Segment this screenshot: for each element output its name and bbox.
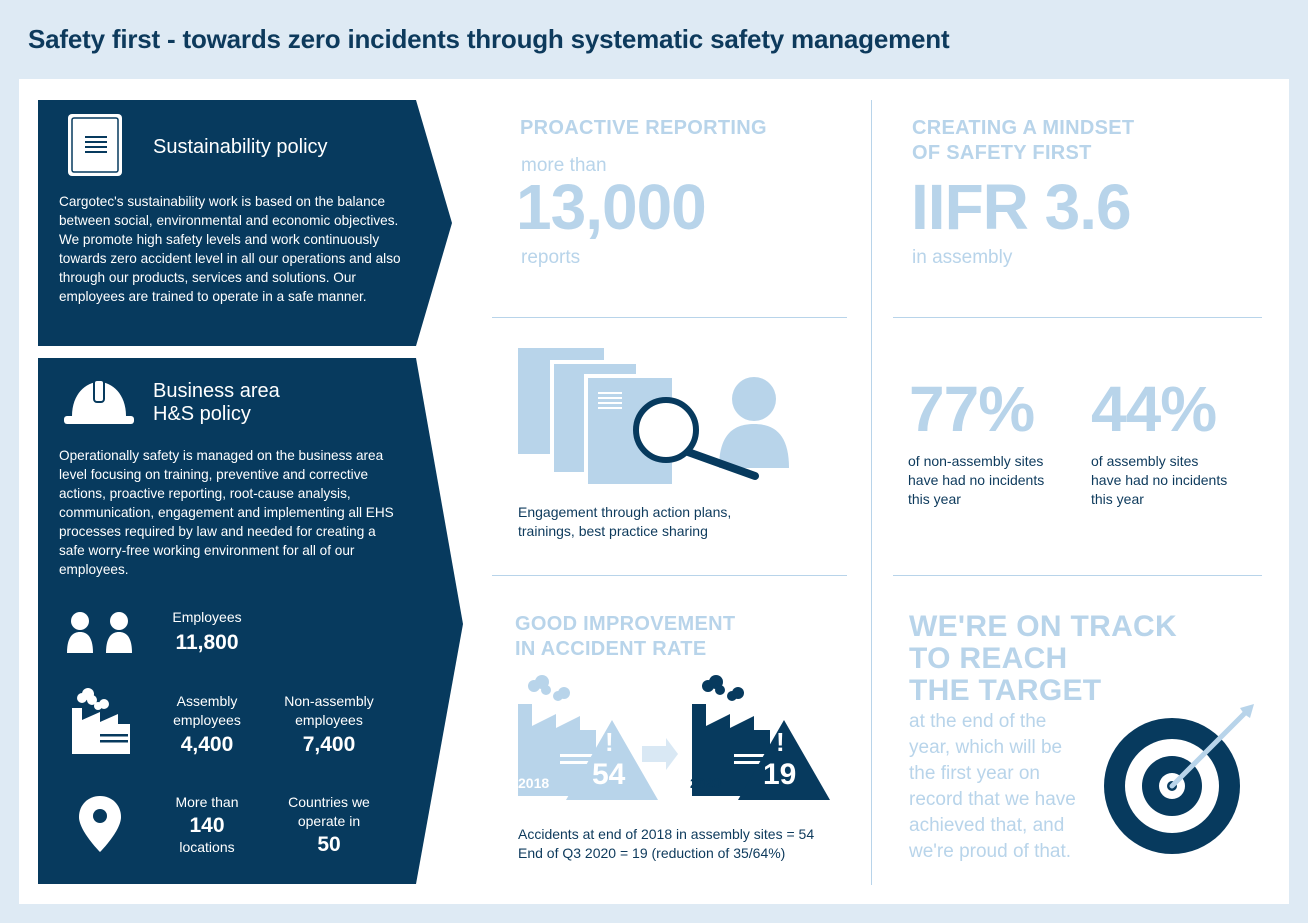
year-2018-label: 2018: [518, 775, 550, 791]
target-text-line3: the first year on: [909, 763, 1040, 784]
policy-text: Cargotec's sustainability work is based on the balance between social, environmental and economic objectives. We promote high safety levels and work continuously towards zero accident level in all our operations and also through our products, services and solutions. Our employees are trained to operate in a safe manner.: [59, 194, 401, 304]
target-heading-line1: WE'RE ON TRACK: [909, 610, 1177, 643]
non-assembly-value: 7,400: [302, 733, 356, 756]
reporting-value: 13,000: [516, 171, 706, 243]
target-heading-line3: THE TARGET: [909, 674, 1102, 707]
year-2020-label: 2020: [690, 775, 722, 791]
engagement-text: [518, 503, 731, 541]
assembly-pct: 44%: [1091, 373, 1217, 445]
non-assembly-incidents-text: [908, 452, 1044, 509]
locations-suffix: locations: [179, 839, 235, 855]
hs-policy-title-line2: H&S policy: [153, 403, 251, 425]
accident-text-line2: End of Q3 2020 = 19 (reduction of 35/64%): [518, 845, 786, 861]
factory-icon: [70, 688, 132, 754]
employees-label: Employees: [172, 609, 242, 625]
mindset-value: IIFR 3.6: [911, 171, 1131, 243]
value-2020: 19: [763, 758, 797, 791]
non-assembly-label: Non-assembly employees: [284, 693, 374, 728]
assembly-label: Assembly employees: [173, 693, 241, 728]
countries-label: Countries we operate in: [288, 794, 370, 829]
accident-text-line1: Accidents at end of 2018 in assembly sites = 54: [518, 826, 815, 842]
accident-heading: [515, 612, 735, 662]
non-assembly-text-line1: of non-assembly sites: [908, 453, 1044, 469]
target-text-line4: record that we have: [909, 789, 1076, 810]
mindset-heading: [912, 116, 1134, 166]
target-text: [909, 709, 1076, 865]
assembly-text-line1: of assembly sites: [1091, 453, 1199, 469]
divider-mid-2: [492, 575, 847, 576]
assembly-text-line2: have had no incidents: [1091, 472, 1228, 488]
column-divider: [871, 100, 872, 885]
target-text-line2: year, which will be: [909, 737, 1063, 758]
locations-value: 140: [189, 814, 225, 837]
non-assembly-pct: 77%: [909, 373, 1035, 445]
hs-policy-text: Operationally safety is managed on the business area level focusing on training, preventive and corrective actions, proactive reporting, root-cause analysis, communication, engagement and implementing all EHS processes required by law and needed for creating a safe worry-free working environment for all of our employees.: [59, 448, 394, 577]
exclaim-2020: !: [776, 727, 785, 757]
non-assembly-text-line2: have had no incidents: [908, 472, 1045, 488]
assembly-value: 4,400: [180, 733, 234, 756]
hard-hat-icon: [64, 378, 134, 428]
divider-right-1: [893, 317, 1262, 318]
exclaim-2018: !: [605, 727, 614, 757]
divider-right-2: [893, 575, 1262, 576]
reporting-heading: PROACTIVE REPORTING: [520, 117, 767, 139]
policy-title: Sustainability policy: [153, 136, 328, 158]
target-icon: [1104, 704, 1260, 854]
employees-value: 11,800: [175, 631, 239, 654]
accident-heading-line2: IN ACCIDENT RATE: [515, 638, 707, 660]
location-pin-icon: [79, 796, 121, 852]
documents-search-icon: [518, 348, 788, 486]
target-text-line1: at the end of the: [909, 711, 1047, 732]
non-assembly-text-line3: this year: [908, 491, 961, 507]
target-heading-line2: TO REACH: [909, 642, 1068, 675]
engagement-text-line1: Engagement through action plans,: [518, 504, 732, 520]
divider-mid-1: [492, 317, 847, 318]
countries-value: 50: [317, 833, 341, 856]
locations-prefix: More than: [175, 794, 239, 810]
mindset-heading-line2: OF SAFETY FIRST: [912, 142, 1092, 164]
mindset-suffix: in assembly: [912, 247, 1013, 268]
mindset-heading-line1: CREATING A MINDSET: [912, 117, 1135, 139]
target-text-line5: achieved that, and: [909, 815, 1065, 836]
value-2018: 54: [592, 758, 626, 791]
people-icon: [66, 612, 138, 654]
accident-text: [518, 825, 814, 863]
reporting-suffix: reports: [521, 247, 581, 268]
hs-policy-title-line1: Business area: [153, 380, 280, 402]
reporting-prefix: more than: [521, 155, 607, 176]
engagement-text-line2: trainings, best practice sharing: [518, 523, 708, 539]
target-heading: [909, 611, 1177, 707]
assembly-text-line3: this year: [1091, 491, 1144, 507]
target-text-line6: we're proud of that.: [909, 841, 1072, 862]
accident-heading-line1: GOOD IMPROVEMENT: [515, 613, 736, 635]
assembly-incidents-text: [1091, 452, 1227, 509]
hs-policy-title: [153, 380, 280, 426]
book-icon: [68, 114, 124, 176]
page-title: Safety first - towards zero incidents through systematic safety management: [28, 24, 950, 54]
